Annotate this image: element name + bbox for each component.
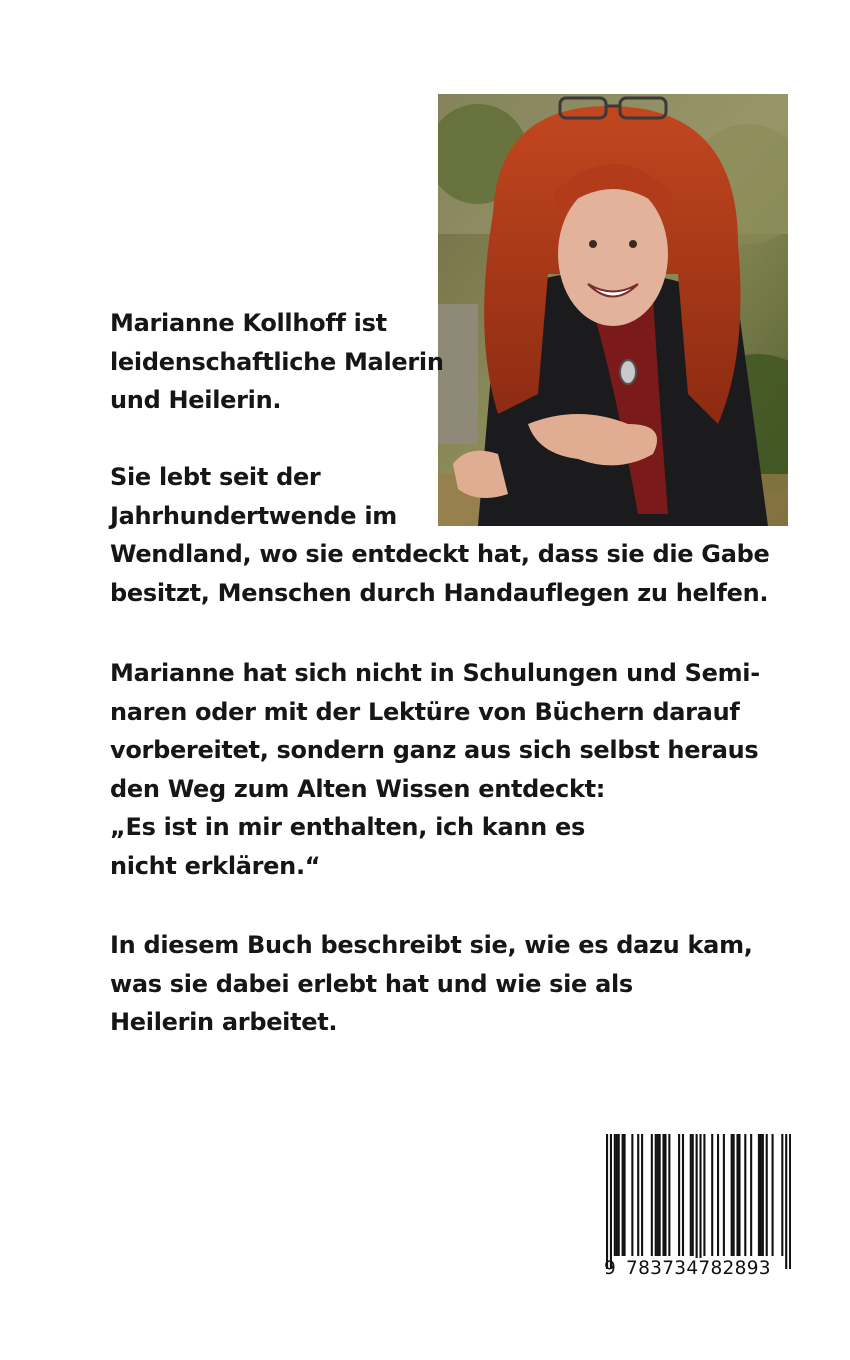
barcode-bar: [731, 1134, 733, 1256]
barcode-bar: [664, 1134, 666, 1256]
quote-line: nicht erklären.“: [110, 851, 321, 880]
barcode-bar: [641, 1134, 643, 1256]
barcode-bar: [717, 1134, 719, 1256]
barcode-bar: [668, 1134, 670, 1256]
isbn-digits: [604, 1258, 794, 1284]
text-line: und Heilerin.: [110, 386, 282, 414]
barcode-bar: [662, 1134, 664, 1256]
text-line: Marianne hat sich nicht in Schulungen und Semi-: [110, 659, 760, 687]
quote-line: „Es ist in mir enthalten, ich kann es: [110, 813, 585, 841]
barcode-bar: [631, 1134, 633, 1256]
barcode-bar: [624, 1134, 626, 1256]
barcode-bar: [711, 1134, 713, 1256]
barcode-bar: [723, 1134, 725, 1256]
barcode-bar: [760, 1134, 762, 1256]
barcode-bar: [655, 1134, 657, 1256]
barcode-first-digit: 9: [604, 1258, 616, 1279]
residence-paragraph: [110, 458, 769, 612]
text-line: Jahrhundertwende im: [110, 501, 397, 530]
barcode-bar: [690, 1134, 692, 1256]
barcode-bar: [616, 1134, 618, 1256]
barcode-bar: [758, 1134, 760, 1256]
text-line: Sie lebt seit der: [110, 463, 321, 491]
text-line: vorbereitet, sondern ganz aus sich selbst heraus: [110, 736, 759, 764]
author-intro-paragraph: [110, 304, 444, 420]
text-line: naren oder mit der Lektüre von Büchern darauf: [110, 697, 740, 726]
text-line: In diesem Buch beschreibt sie, wie es dazu kam,: [110, 931, 753, 959]
barcode-bar: [622, 1134, 624, 1256]
barcode-bar: [678, 1134, 680, 1256]
barcode-bar: [703, 1134, 705, 1256]
barcode-bar: [733, 1134, 735, 1256]
barcode-bar: [750, 1134, 752, 1256]
barcode-bar: [781, 1134, 783, 1256]
text-line: Wendland, wo sie entdeckt hat, dass sie die Gabe: [110, 540, 770, 568]
barcode-bar: [789, 1134, 791, 1269]
text-line: leidenschaftliche Malerin: [110, 347, 444, 376]
barcode-bar: [637, 1134, 639, 1256]
barcode-bar: [772, 1134, 774, 1256]
text-line: Heilerin arbeitet.: [110, 1008, 338, 1036]
barcode-digit-group: 783734782893: [626, 1258, 771, 1279]
barcode-bar: [682, 1134, 684, 1256]
book-summary-paragraph: [110, 926, 753, 1042]
barcode-bar: [610, 1134, 612, 1269]
barcode-bar: [692, 1134, 694, 1256]
barcode-bar: [736, 1134, 738, 1256]
background-paragraph: [110, 654, 760, 885]
barcode-bar: [651, 1134, 653, 1256]
barcode-bar: [744, 1134, 746, 1256]
text-line: Marianne Kollhoff ist: [110, 309, 387, 337]
text-line: besitzt, Menschen durch Handauflegen zu helfen.: [110, 578, 769, 607]
barcode-bar: [699, 1134, 701, 1269]
barcode-bar: [657, 1134, 659, 1256]
barcode-bar: [696, 1134, 698, 1269]
barcode-bar: [618, 1134, 620, 1256]
text-line: den Weg zum Alten Wissen entdeckt:: [110, 774, 606, 803]
text-line: was sie dabei erlebt hat und wie sie als: [110, 969, 633, 998]
barcode-bar: [606, 1134, 608, 1269]
barcode-bar: [659, 1134, 661, 1256]
barcode-bar: [762, 1134, 764, 1256]
barcode-bar: [738, 1134, 740, 1256]
barcode-bar: [766, 1134, 768, 1256]
barcode-bar: [614, 1134, 616, 1256]
barcode-bar: [785, 1134, 787, 1269]
